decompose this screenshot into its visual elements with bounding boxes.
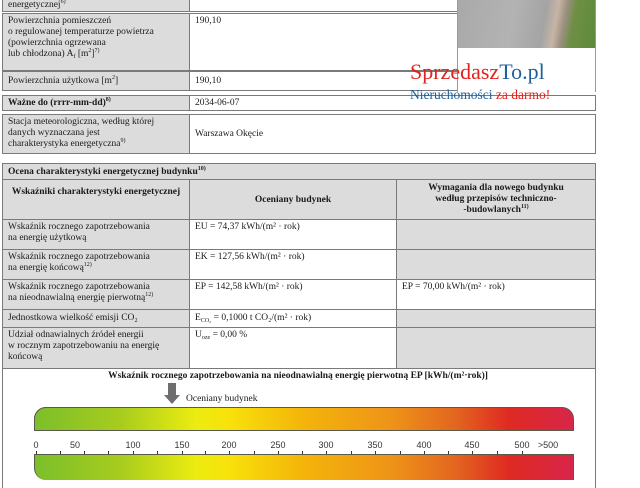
header-requirements: Wymagania dla nowego budynku według przepisów techniczno- -budowlanych$^{11)}$ <box>396 179 596 220</box>
header-assessed-building: Oceniany budynek <box>189 179 397 220</box>
valid-until-label: Ważne do (rrrr-mm-dd)$^{8)}$ <box>2 95 190 111</box>
row-ek-value: EK = 127,56 kWh/(m² · rok) <box>189 249 397 280</box>
energy-label-cell: energetycznej$^{6)}$ <box>2 0 190 12</box>
row-co2-requirement <box>396 309 596 328</box>
scale-title: Wskaźnik rocznego zapotrzebowania na nieodnawialną energię pierwotną EP [kWh/(m²·rok)] <box>108 371 488 381</box>
assessment-title: Ocena charakterystyki energetycznej budynku$^{10)}$ <box>2 163 596 180</box>
row-eu-requirement <box>396 219 596 250</box>
row-oze-requirement <box>396 327 596 369</box>
row-oze-label: Udział odnawialnych źródeł energii w rocznym zapotrzebowaniu na energię końcową <box>2 327 190 369</box>
row-ek-label: Wskaźnik rocznego zapotrzebowania na energię końcową$^{12)}$ <box>2 249 190 280</box>
header-indicators: Wskaźniki charakterystyki energetycznej <box>2 179 190 220</box>
logo-sprzedaszto[interactable]: SprzedaszTo.pl <box>410 59 545 84</box>
regulated-area-value: 190,10 <box>189 13 458 71</box>
energy-label-text: energetycznej <box>8 0 61 10</box>
weather-station-label: Stacja meteorologiczna, według której danych wyznaczana jest charakterystyka energetyczna$^{9)}$ <box>2 114 190 154</box>
usable-area-value: 190,10 <box>189 71 458 91</box>
energy-value-cell <box>189 0 458 12</box>
row-ep-label: Wskaźnik rocznego zapotrzebowania na nieodnawialną energię pierwotną$^{12)}$ <box>2 279 190 310</box>
row-eu-label: Wskaźnik rocznego zapotrzebowania na energię użytkową <box>2 219 190 250</box>
valid-until-value: 2034-06-07 <box>189 95 596 111</box>
assessed-building-arrowhead-icon <box>164 395 180 404</box>
row-co2-value: $E_{CO_2} = 0,1000$ t CO₂/(m² · rok) <box>189 309 397 328</box>
logo-tagline: Nieruchomości za darmo! <box>410 87 551 102</box>
assessed-building-arrow-icon <box>168 383 176 395</box>
row-ep-requirement: EP = 70,00 kWh/(m² · rok) <box>396 279 596 310</box>
weather-station-value: Warszawa Okęcie <box>189 114 596 154</box>
row-oze-value: $U_{oze} = 0,00$ % <box>189 327 397 369</box>
row-co2-label: Jednostkowa wielkość emisji CO₂ <box>2 309 190 328</box>
regulated-area-label: Powierzchnia pomieszczeń o regulowanej temperaturze powietrza (powierzchnia ogrzewana lub chłodzona) $A_f$ $[m^2]^{7)}$ <box>2 13 190 71</box>
usable-area-label: Powierzchnia użytkowa $[m^2]$ <box>2 71 190 91</box>
energy-scale-bar-bottom <box>34 454 574 480</box>
row-ep-value: EP = 142,58 kWh/(m² · rok) <box>189 279 397 310</box>
assessed-building-label: Oceniany budynek <box>186 394 258 404</box>
row-eu-value: EU = 74,37 kWh/(m² · rok) <box>189 219 397 250</box>
energy-scale-bar-top-full <box>34 407 574 431</box>
row-ek-requirement <box>396 249 596 280</box>
